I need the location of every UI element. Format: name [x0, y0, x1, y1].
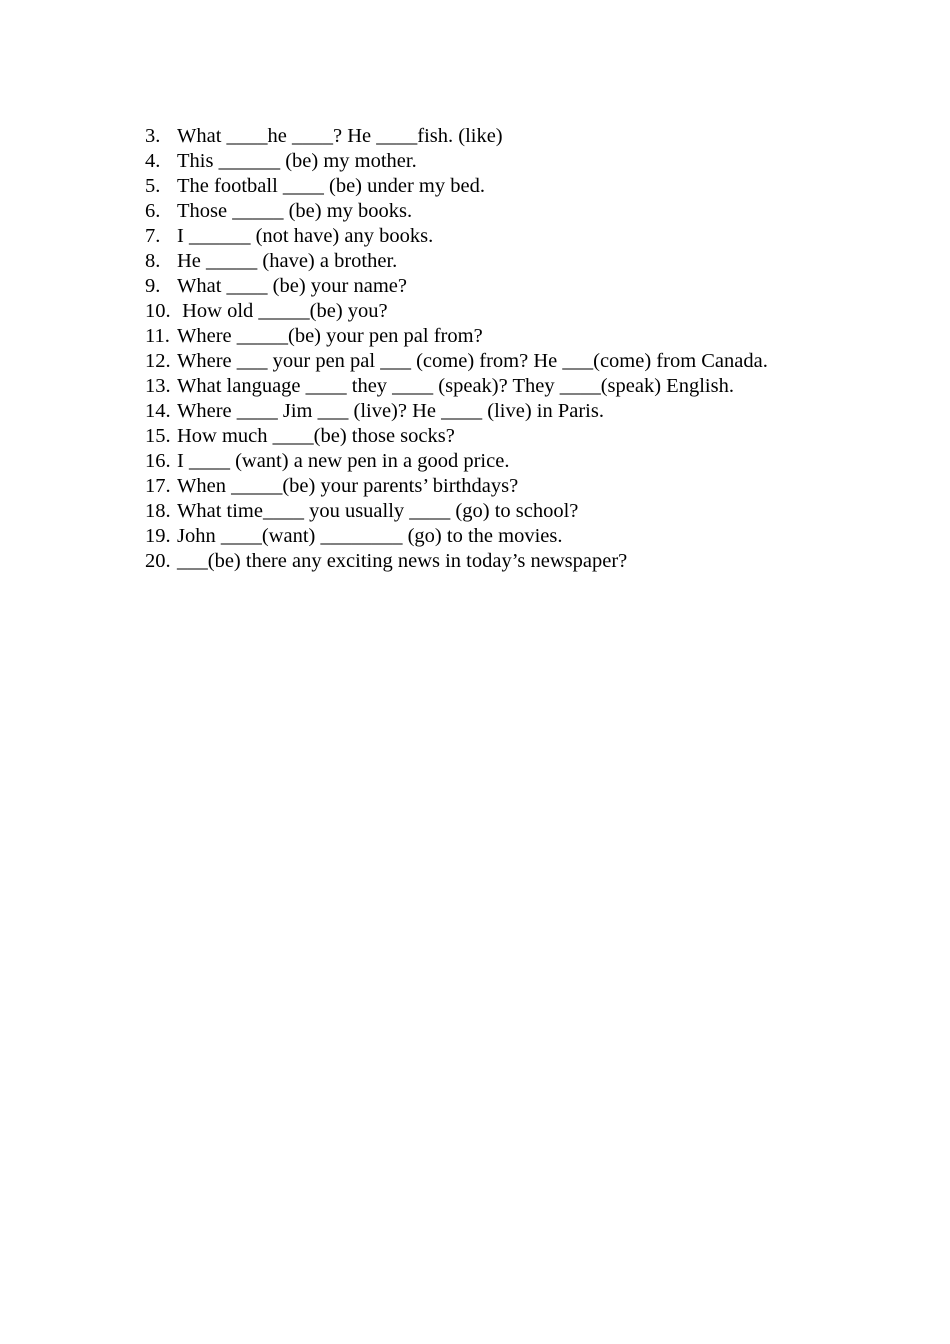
item-number: 16.	[145, 450, 171, 472]
item-number: 14.	[145, 400, 171, 422]
item-number: 6.	[145, 200, 161, 222]
item-number: 10.	[145, 300, 171, 322]
list-item	[145, 199, 865, 224]
item-number: 8.	[145, 250, 161, 272]
list-item	[145, 399, 865, 424]
item-number: 11.	[145, 325, 170, 347]
list-item	[145, 474, 865, 499]
item-number: 12.	[145, 350, 171, 372]
item-text: What ____ (be) your name?	[177, 275, 407, 297]
item-number: 19.	[145, 525, 171, 547]
list-item	[145, 299, 865, 324]
list-item	[145, 149, 865, 174]
item-text: What language ____ they ____ (speak)? They ____(speak) English.	[177, 375, 734, 397]
item-number: 9.	[145, 275, 161, 297]
item-text: The football ____ (be) under my bed.	[177, 175, 485, 197]
item-text: Those _____ (be) my books.	[177, 200, 413, 222]
item-text: How old _____(be) you?	[177, 300, 388, 322]
item-text: I ______ (not have) any books.	[177, 225, 434, 247]
item-text: He _____ (have) a brother.	[177, 250, 398, 272]
list-item	[145, 124, 865, 149]
item-number: 18.	[145, 500, 171, 522]
item-text: Where ____ Jim ___ (live)? He ____ (live) in Paris.	[177, 400, 604, 422]
list-item	[145, 249, 865, 274]
item-number: 13.	[145, 375, 171, 397]
item-text: This ______ (be) my mother.	[177, 150, 417, 172]
list-item	[145, 224, 865, 249]
list-item	[145, 424, 865, 449]
item-number: 15.	[145, 425, 171, 447]
item-text: What ____he ____? He ____fish. (like)	[177, 125, 503, 147]
item-number: 17.	[145, 475, 171, 497]
item-text: I ____ (want) a new pen in a good price.	[177, 450, 510, 472]
list-item	[145, 524, 865, 549]
list-item	[145, 174, 865, 199]
item-number: 4.	[145, 150, 161, 172]
list-item	[145, 349, 865, 374]
item-number: 5.	[145, 175, 161, 197]
list-item	[145, 449, 865, 474]
list-item	[145, 374, 865, 399]
list-item	[145, 324, 865, 349]
item-number: 20.	[145, 550, 171, 572]
list-item	[145, 499, 865, 524]
item-text: When _____(be) your parents’ birthdays?	[177, 475, 519, 497]
exercise-list	[145, 124, 865, 574]
item-text: What time____ you usually ____ (go) to school?	[177, 500, 579, 522]
item-text: Where _____(be) your pen pal from?	[177, 325, 483, 347]
list-item	[145, 274, 865, 299]
list-item	[145, 549, 865, 574]
item-text: How much ____(be) those socks?	[177, 425, 455, 447]
item-text: John ____(want) ________ (go) to the movies.	[177, 525, 563, 547]
item-number: 3.	[145, 125, 161, 147]
item-text: ___(be) there any exciting news in today’s newspaper?	[177, 550, 628, 572]
item-number: 7.	[145, 225, 161, 247]
item-text: Where ___ your pen pal ___ (come) from? He ___(come) from Canada.	[177, 350, 768, 372]
